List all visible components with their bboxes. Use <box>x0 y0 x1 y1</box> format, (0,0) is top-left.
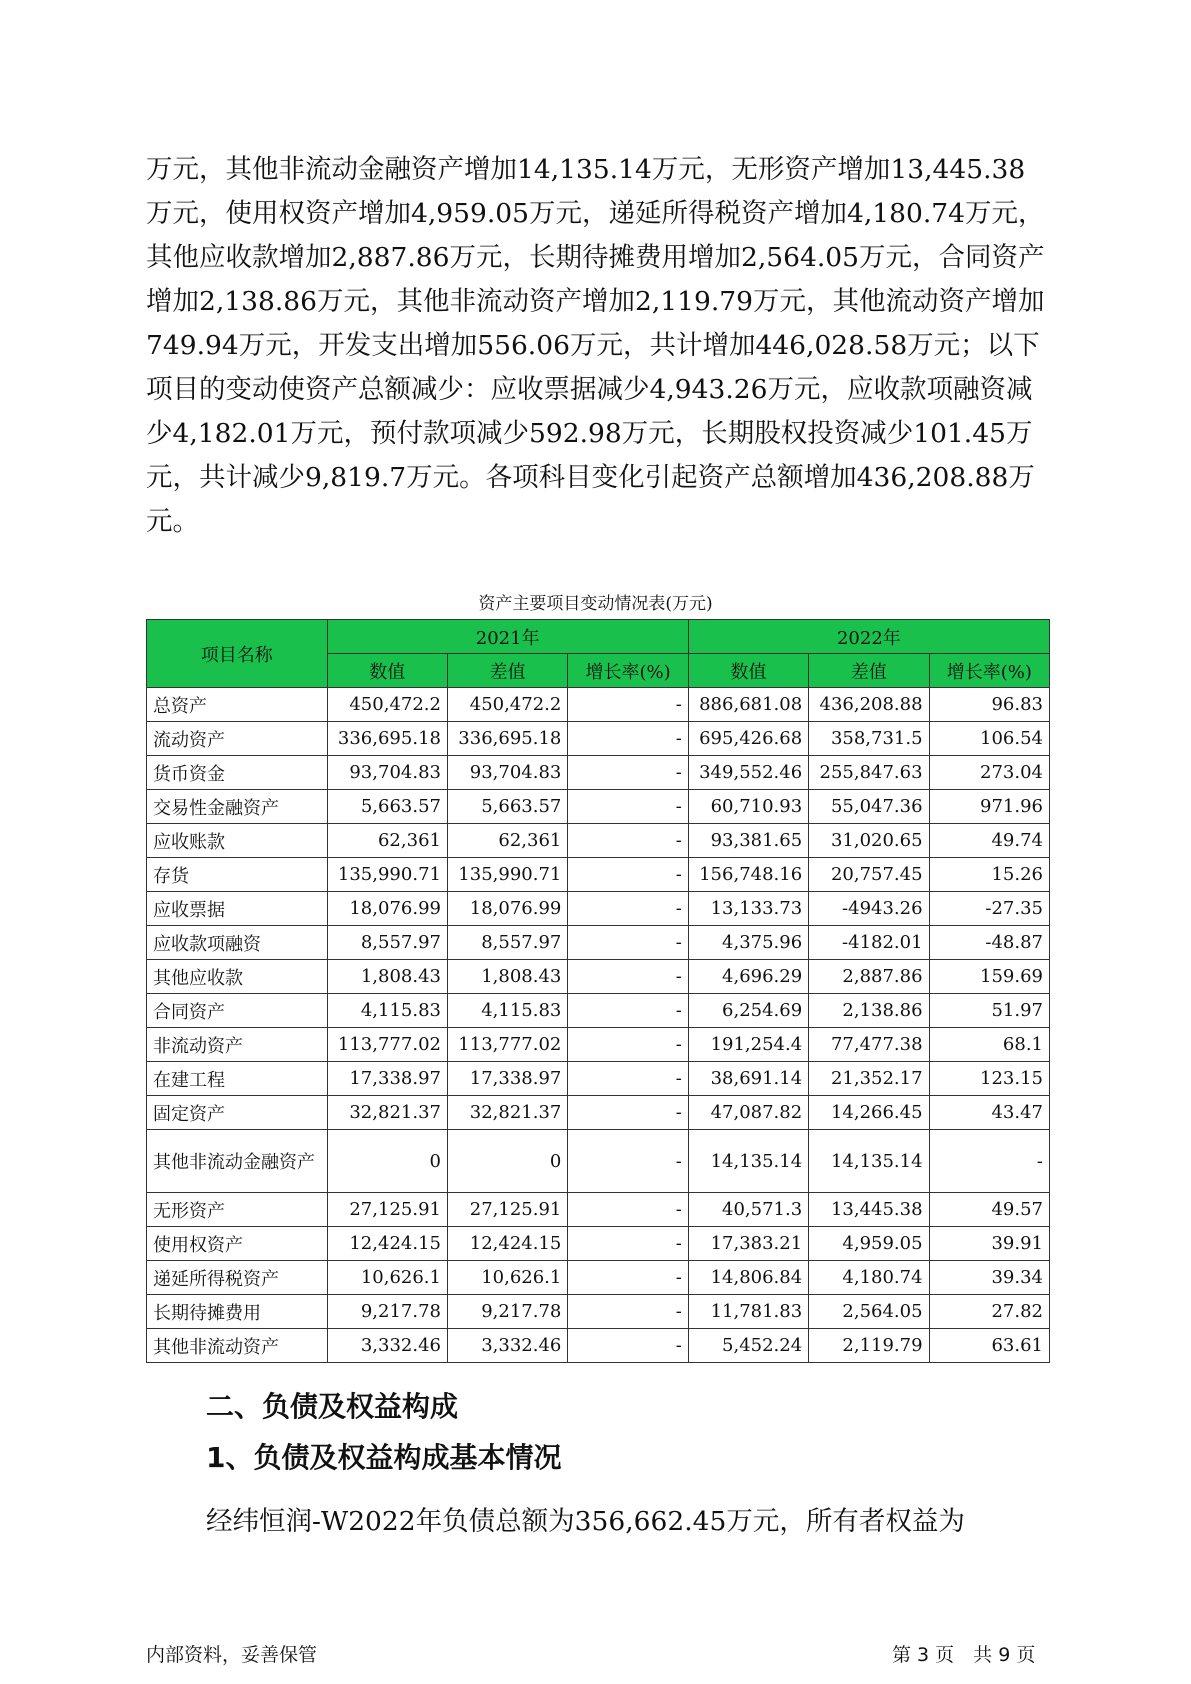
cell-growth-2022: 39.91 <box>929 1227 1049 1261</box>
cell-item-name: 固定资产 <box>147 1096 328 1130</box>
cell-value-2022: 40,571.3 <box>688 1193 808 1227</box>
cell-growth-2021: - <box>568 1130 688 1193</box>
cell-value-2021: 0 <box>327 1130 447 1193</box>
cell-growth-2022: 49.74 <box>929 824 1049 858</box>
cell-item-name: 递延所得税资产 <box>147 1261 328 1295</box>
cell-value-2021: 135,990.71 <box>327 858 447 892</box>
cell-growth-2021: - <box>568 926 688 960</box>
cell-value-2022: 886,681.08 <box>688 688 808 722</box>
cell-growth-2022: 27.82 <box>929 1295 1049 1329</box>
cell-growth-2021: - <box>568 722 688 756</box>
cell-growth-2021: - <box>568 858 688 892</box>
cell-growth-2021: - <box>568 892 688 926</box>
cell-diff-2021: 3,332.46 <box>447 1329 567 1363</box>
cell-item-name: 总资产 <box>147 688 328 722</box>
cell-item-name: 无形资产 <box>147 1193 328 1227</box>
header-diff-2022: 差值 <box>809 654 929 688</box>
cell-value-2021: 336,695.18 <box>327 722 447 756</box>
cell-value-2021: 113,777.02 <box>327 1028 447 1062</box>
table-row <box>147 994 1050 1028</box>
cell-diff-2022: 21,352.17 <box>809 1062 929 1096</box>
header-item-name: 项目名称 <box>147 620 328 688</box>
header-year-2022: 2022年 <box>688 620 1049 654</box>
cell-growth-2021: - <box>568 824 688 858</box>
cell-diff-2021: 0 <box>447 1130 567 1193</box>
cell-growth-2021: - <box>568 756 688 790</box>
cell-value-2021: 4,115.83 <box>327 994 447 1028</box>
cell-diff-2022: 2,564.05 <box>809 1295 929 1329</box>
cell-diff-2021: 450,472.2 <box>447 688 567 722</box>
cell-item-name: 长期待摊费用 <box>147 1295 328 1329</box>
cell-diff-2022: 13,445.38 <box>809 1193 929 1227</box>
cell-growth-2021: - <box>568 790 688 824</box>
table-row <box>147 688 1050 722</box>
cell-value-2022: 38,691.14 <box>688 1062 808 1096</box>
cell-diff-2022: 255,847.63 <box>809 756 929 790</box>
cell-diff-2021: 113,777.02 <box>447 1028 567 1062</box>
cell-diff-2021: 5,663.57 <box>447 790 567 824</box>
cell-growth-2022: - <box>929 1130 1049 1193</box>
cell-value-2021: 32,821.37 <box>327 1096 447 1130</box>
header-value-2021: 数值 <box>327 654 447 688</box>
cell-diff-2022: 4,180.74 <box>809 1261 929 1295</box>
cell-diff-2021: 18,076.99 <box>447 892 567 926</box>
table-caption: 资产主要项目变动情况表(万元) <box>478 594 713 614</box>
cell-growth-2021: - <box>568 1261 688 1295</box>
cell-item-name: 应收款项融资 <box>147 926 328 960</box>
cell-value-2021: 62,361 <box>327 824 447 858</box>
cell-value-2022: 349,552.46 <box>688 756 808 790</box>
cell-value-2021: 3,332.46 <box>327 1329 447 1363</box>
cell-growth-2021: - <box>568 1096 688 1130</box>
cell-diff-2021: 32,821.37 <box>447 1096 567 1130</box>
table-row <box>147 1062 1050 1096</box>
cell-diff-2022: 2,138.86 <box>809 994 929 1028</box>
cell-growth-2021: - <box>568 1028 688 1062</box>
cell-growth-2021: - <box>568 994 688 1028</box>
cell-diff-2022: 358,731.5 <box>809 722 929 756</box>
cell-diff-2022: 4,959.05 <box>809 1227 929 1261</box>
cell-value-2021: 1,808.43 <box>327 960 447 994</box>
table-row <box>147 756 1050 790</box>
cell-diff-2021: 12,424.15 <box>447 1227 567 1261</box>
cell-diff-2021: 336,695.18 <box>447 722 567 756</box>
table-row <box>147 858 1050 892</box>
footer-page-number: 第 3 页 共 9 页 <box>892 1644 1036 1666</box>
cell-value-2022: 4,375.96 <box>688 926 808 960</box>
cell-value-2021: 18,076.99 <box>327 892 447 926</box>
cell-value-2022: 695,426.68 <box>688 722 808 756</box>
cell-growth-2022: -27.35 <box>929 892 1049 926</box>
cell-value-2021: 9,217.78 <box>327 1295 447 1329</box>
cell-growth-2021: - <box>568 1329 688 1363</box>
table-row <box>147 1028 1050 1062</box>
cell-growth-2022: 63.61 <box>929 1329 1049 1363</box>
cell-diff-2022: 77,477.38 <box>809 1028 929 1062</box>
cell-value-2021: 12,424.15 <box>327 1227 447 1261</box>
cell-item-name: 应收账款 <box>147 824 328 858</box>
cell-value-2022: 14,806.84 <box>688 1261 808 1295</box>
header-year-2021: 2021年 <box>327 620 688 654</box>
cell-diff-2021: 135,990.71 <box>447 858 567 892</box>
cell-growth-2021: - <box>568 1193 688 1227</box>
cell-item-name: 交易性金融资产 <box>147 790 328 824</box>
cell-value-2021: 93,704.83 <box>327 756 447 790</box>
cell-diff-2022: 14,135.14 <box>809 1130 929 1193</box>
cell-value-2021: 10,626.1 <box>327 1261 447 1295</box>
cell-growth-2021: - <box>568 960 688 994</box>
cell-diff-2022: 20,757.45 <box>809 858 929 892</box>
cell-growth-2022: 106.54 <box>929 722 1049 756</box>
cell-diff-2022: 2,887.86 <box>809 960 929 994</box>
table-row <box>147 790 1050 824</box>
cell-growth-2022: 39.34 <box>929 1261 1049 1295</box>
cell-value-2022: 11,781.83 <box>688 1295 808 1329</box>
cell-item-name: 流动资产 <box>147 722 328 756</box>
cell-diff-2022: 14,266.45 <box>809 1096 929 1130</box>
table-body <box>147 688 1050 1363</box>
cell-diff-2021: 93,704.83 <box>447 756 567 790</box>
table-row <box>147 722 1050 756</box>
cell-item-name: 应收票据 <box>147 892 328 926</box>
cell-diff-2021: 62,361 <box>447 824 567 858</box>
cell-item-name: 货币资金 <box>147 756 328 790</box>
cell-growth-2022: 123.15 <box>929 1062 1049 1096</box>
cell-item-name: 合同资产 <box>147 994 328 1028</box>
table-row <box>147 1193 1050 1227</box>
cell-value-2022: 6,254.69 <box>688 994 808 1028</box>
cell-growth-2022: 15.26 <box>929 858 1049 892</box>
cell-diff-2022: 436,208.88 <box>809 688 929 722</box>
table-row <box>147 1227 1050 1261</box>
cell-growth-2022: 96.83 <box>929 688 1049 722</box>
table-row <box>147 1096 1050 1130</box>
cell-diff-2022: -4182.01 <box>809 926 929 960</box>
cell-growth-2022: 51.97 <box>929 994 1049 1028</box>
cell-diff-2021: 4,115.83 <box>447 994 567 1028</box>
cell-growth-2022: -48.87 <box>929 926 1049 960</box>
cell-value-2021: 27,125.91 <box>327 1193 447 1227</box>
cell-value-2022: 5,452.24 <box>688 1329 808 1363</box>
cell-value-2022: 4,696.29 <box>688 960 808 994</box>
cell-diff-2021: 27,125.91 <box>447 1193 567 1227</box>
cell-diff-2021: 1,808.43 <box>447 960 567 994</box>
cell-diff-2021: 9,217.78 <box>447 1295 567 1329</box>
table-row <box>147 1261 1050 1295</box>
cell-item-name: 其他非流动金融资产 <box>147 1130 328 1193</box>
cell-value-2021: 450,472.2 <box>327 688 447 722</box>
cell-value-2022: 191,254.4 <box>688 1028 808 1062</box>
cell-growth-2022: 49.57 <box>929 1193 1049 1227</box>
cell-value-2021: 8,557.97 <box>327 926 447 960</box>
table-row <box>147 892 1050 926</box>
cell-diff-2022: 55,047.36 <box>809 790 929 824</box>
header-value-2022: 数值 <box>688 654 808 688</box>
cell-diff-2022: 2,119.79 <box>809 1329 929 1363</box>
cell-value-2022: 93,381.65 <box>688 824 808 858</box>
cell-value-2022: 14,135.14 <box>688 1130 808 1193</box>
cell-value-2022: 47,087.82 <box>688 1096 808 1130</box>
cell-value-2022: 17,383.21 <box>688 1227 808 1261</box>
cell-value-2021: 5,663.57 <box>327 790 447 824</box>
cell-item-name: 存货 <box>147 858 328 892</box>
cell-growth-2021: - <box>568 1295 688 1329</box>
cell-diff-2022: -4943.26 <box>809 892 929 926</box>
cell-diff-2021: 10,626.1 <box>447 1261 567 1295</box>
cell-item-name: 其他非流动资产 <box>147 1329 328 1363</box>
cell-value-2022: 156,748.16 <box>688 858 808 892</box>
footer-confidential-note: 内部资料，妥善保管 <box>146 1644 318 1666</box>
body-paragraph: 经纬恒润-W2022年负债总额为356,662.45万元，所有者权益为 <box>206 1506 965 1537</box>
cell-diff-2022: 31,020.65 <box>809 824 929 858</box>
cell-item-name: 其他应收款 <box>147 960 328 994</box>
cell-growth-2021: - <box>568 1227 688 1261</box>
cell-growth-2022: 273.04 <box>929 756 1049 790</box>
cell-growth-2022: 159.69 <box>929 960 1049 994</box>
table-row <box>147 960 1050 994</box>
cell-diff-2021: 8,557.97 <box>447 926 567 960</box>
subsection-heading: 1、负债及权益构成基本情况 <box>206 1441 562 1474</box>
table-row <box>147 1329 1050 1363</box>
cell-item-name: 在建工程 <box>147 1062 328 1096</box>
asset-change-table <box>146 619 1050 1363</box>
intro-paragraph: 万元，其他非流动金融资产增加14,135.14万元，无形资产增加13,445.38万元，使用权资产增加4,959.05万元，递延所得税资产增加4,180.74万元，其他应收款增加2,887.86万元，长期待摊费用增加2,564.05万元，合同资产增加2,138.86万元，其他非流动资产增加2,119.79万元，其他流动资产增加749.94万元，开发支出增加556.06万元，共计增加446,028.58万元；以下项目的变动使资产总额减少：应收票据减少4,943.26万元，应收款项融资减少4,182.01万元，预付款项减少592.98万元，长期股权投资减少101.45万元，共计减少9,819.7万元。各项科目变化引起资产总额增加436,208.88万元。 <box>146 154 1045 537</box>
table-row <box>147 926 1050 960</box>
section-heading: 二、负债及权益构成 <box>206 1390 459 1423</box>
cell-diff-2021: 17,338.97 <box>447 1062 567 1096</box>
cell-item-name: 使用权资产 <box>147 1227 328 1261</box>
cell-growth-2022: 68.1 <box>929 1028 1049 1062</box>
cell-value-2022: 13,133.73 <box>688 892 808 926</box>
table-row <box>147 1130 1050 1193</box>
cell-item-name: 非流动资产 <box>147 1028 328 1062</box>
cell-growth-2022: 43.47 <box>929 1096 1049 1130</box>
header-growth-2022: 增长率(%) <box>929 654 1049 688</box>
table-row <box>147 1295 1050 1329</box>
table-row <box>147 824 1050 858</box>
header-diff-2021: 差值 <box>447 654 567 688</box>
cell-growth-2021: - <box>568 688 688 722</box>
cell-value-2021: 17,338.97 <box>327 1062 447 1096</box>
cell-value-2022: 60,710.93 <box>688 790 808 824</box>
cell-growth-2022: 971.96 <box>929 790 1049 824</box>
cell-growth-2021: - <box>568 1062 688 1096</box>
header-growth-2021: 增长率(%) <box>568 654 688 688</box>
